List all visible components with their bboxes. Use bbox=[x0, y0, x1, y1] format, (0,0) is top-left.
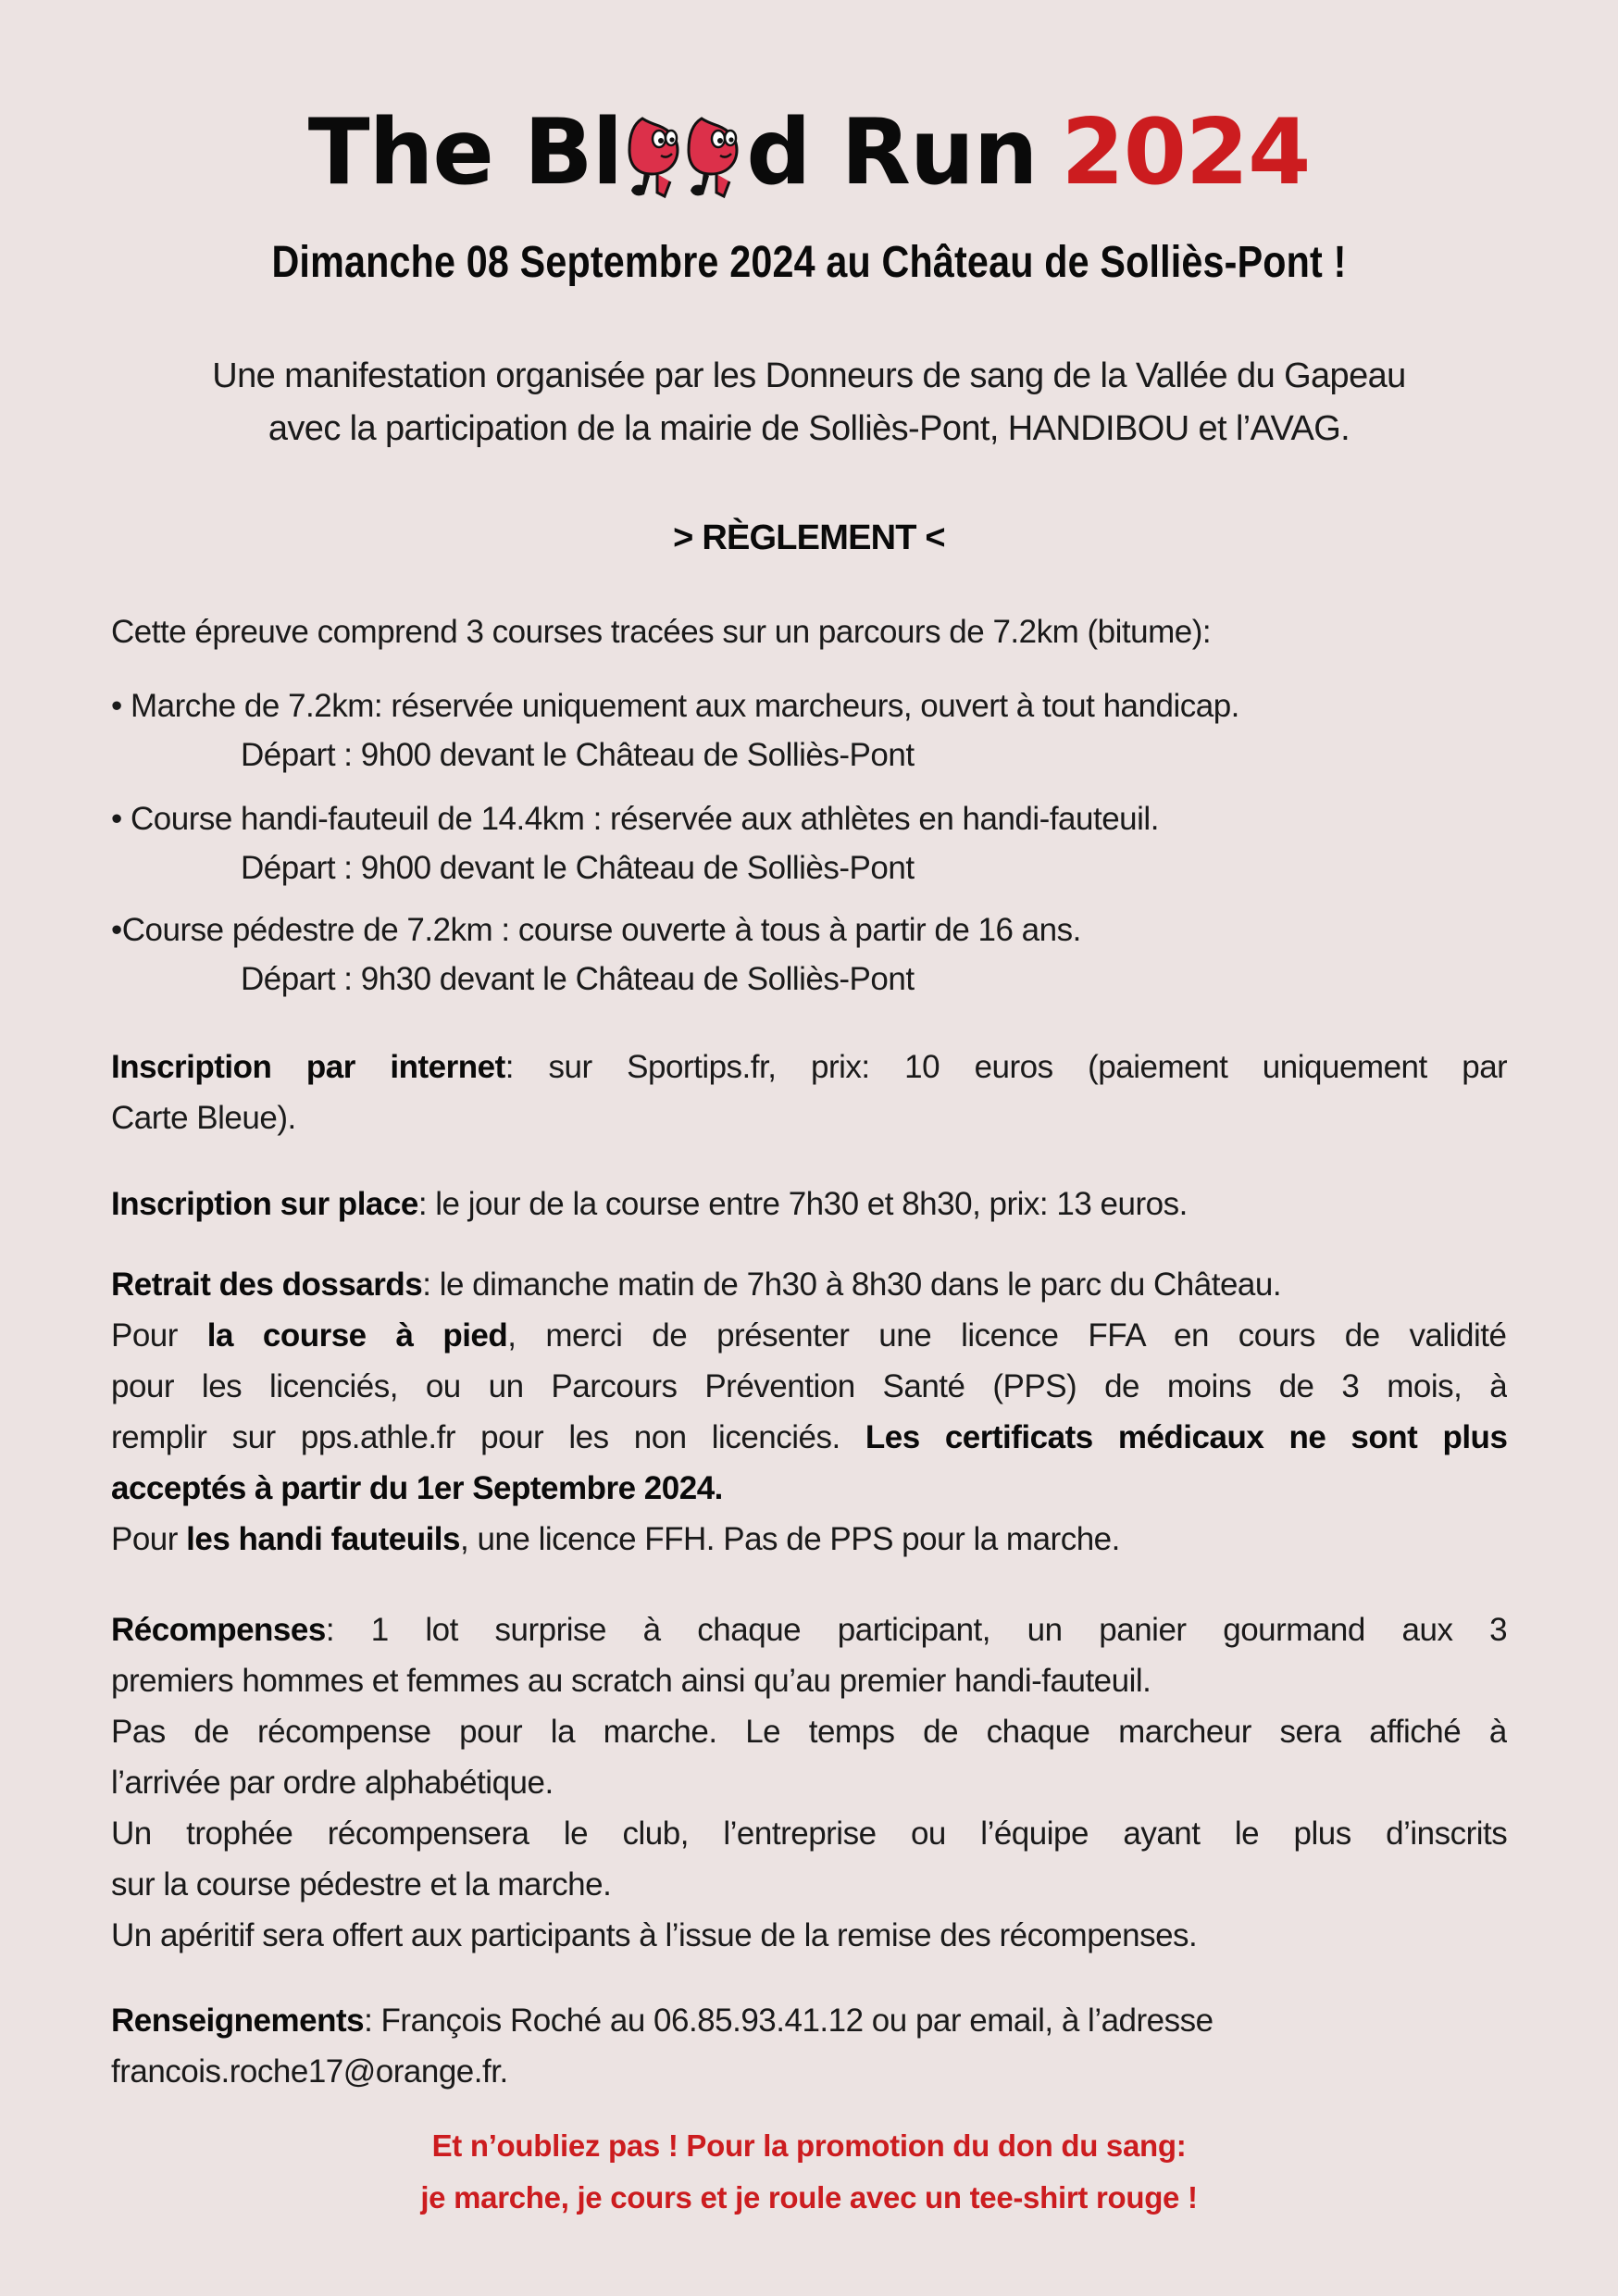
intro-line-1: Une manifestation organisée par les Donneurs de sang de la Vallée du Gapeau bbox=[212, 356, 1406, 395]
retrait-text: , merci de présenter une licence FFA en cours de validité bbox=[507, 1317, 1507, 1354]
footer-line-1: Et n’oubliez pas ! Pour la promotion du don du sang: bbox=[431, 2128, 1187, 2163]
inscription-internet-line-1 bbox=[111, 1042, 1507, 1092]
retrait-label: Retrait des dossards bbox=[111, 1267, 423, 1303]
bullet: • bbox=[111, 801, 122, 837]
retrait-text: remplir sur pps.athle.fr pour les non licenciés. bbox=[111, 1419, 865, 1455]
event-date-subtitle: Dimanche 08 Septembre 2024 au Château de Solliès-Pont ! bbox=[271, 238, 1347, 287]
recompenses-line-7: Un apéritif sera offert aux participants à l’issue de la remise des récompenses. bbox=[111, 1917, 1198, 1953]
blood-drop-mascots bbox=[626, 115, 744, 200]
renseignements-text: : François Roché au 06.85.93.41.12 ou par email, à l’adresse bbox=[364, 2003, 1214, 2039]
blood-drop-mascot-icon bbox=[626, 115, 685, 200]
race-description-text: Course pédestre de 7.2km : course ouverte à tous à partir de 16 ans. bbox=[121, 912, 1081, 948]
inscription-place-line bbox=[111, 1179, 1507, 1229]
renseignements-label: Renseignements bbox=[111, 2003, 365, 2039]
contact-email: francois.roche17@orange.fr. bbox=[111, 2053, 508, 2090]
retrait-text: Pour bbox=[111, 1521, 187, 1557]
recompenses-text: : 1 lot surprise à chaque participant, un panier gourmand aux 3 bbox=[325, 1612, 1507, 1648]
retrait-bold-course-a-pied: la course à pied bbox=[206, 1317, 508, 1354]
inscription-place-text: : le jour de la course entre 7h30 et 8h30, prix: 13 euros. bbox=[417, 1186, 1188, 1222]
reglement-lead-text: Cette épreuve comprend 3 courses tracées sur un parcours de 7.2km (bitume): bbox=[111, 614, 1212, 650]
intro-paragraph bbox=[0, 350, 1618, 455]
inscription-place-label: Inscription sur place bbox=[111, 1186, 418, 1222]
recompenses-line-2: premiers hommes et femmes au scratch ainsi qu’au premier handi-fauteuil. bbox=[111, 1663, 1151, 1699]
inscription-internet-text: : sur Sportips.fr, prix: 10 euros (paiement uniquement par bbox=[504, 1049, 1507, 1085]
race-description bbox=[111, 793, 1507, 844]
retrait-text: : le dimanche matin de 7h30 à 8h30 dans le parc du Château. bbox=[422, 1267, 1282, 1303]
recompenses-line-1 bbox=[111, 1604, 1507, 1655]
recompenses-line-4: l’arrivée par ordre alphabétique. bbox=[111, 1765, 554, 1801]
race-description-text: Marche de 7.2km: réservée uniquement aux marcheurs, ouvert à tout handicap. bbox=[121, 688, 1239, 724]
inscription-internet-line-2: Carte Bleue). bbox=[111, 1100, 296, 1136]
recompenses-label: Récompenses bbox=[111, 1612, 326, 1648]
bullet: • bbox=[111, 912, 122, 948]
retrait-line-4 bbox=[111, 1412, 1507, 1463]
title-year: 2024 bbox=[1061, 100, 1311, 206]
footer-line-2: je marche, je cours et je roule avec un tee-shirt rouge ! bbox=[420, 2180, 1198, 2215]
race-item-pedestre bbox=[111, 905, 1507, 1004]
bullet: • bbox=[111, 688, 122, 724]
retrait-line-3: pour les licenciés, ou un Parcours Prévention Santé (PPS) de moins de 3 mois, à bbox=[111, 1368, 1507, 1404]
retrait-bold-handi: les handi fauteuils bbox=[186, 1521, 461, 1557]
blood-drop-mascot-icon bbox=[685, 115, 744, 200]
retrait-line-2 bbox=[111, 1310, 1507, 1361]
renseignements bbox=[111, 1995, 1507, 2097]
inscription-internet-label: Inscription par internet bbox=[111, 1049, 505, 1085]
recompenses-line-6: sur la course pédestre et la marche. bbox=[111, 1866, 612, 1903]
footer-call-to-action bbox=[0, 2120, 1618, 2224]
race-description-text: Course handi-fauteuil de 14.4km : réservée aux athlètes en handi-fauteuil. bbox=[121, 801, 1159, 837]
recompenses-line-3: Pas de récompense pour la marche. Le temps de chaque marcheur sera affiché à bbox=[111, 1714, 1507, 1750]
race-description bbox=[111, 905, 1507, 955]
retrait-text: , une licence FFH. Pas de PPS pour la marche. bbox=[460, 1521, 1120, 1557]
reglement-heading: > RÈGLEMENT < bbox=[673, 518, 945, 557]
race-description bbox=[111, 680, 1507, 731]
retrait-line-1 bbox=[111, 1259, 1507, 1310]
retrait-text: Pour bbox=[111, 1317, 207, 1354]
renseignements-line-1 bbox=[111, 1995, 1507, 2046]
race-item-marche bbox=[111, 680, 1507, 780]
page-title bbox=[0, 93, 1618, 204]
intro-line-2: avec la participation de la mairie de Solliès-Pont, HANDIBOU et l’AVAG. bbox=[268, 409, 1350, 448]
retrait-bold-certificats: Les certificats médicaux ne sont plus bbox=[865, 1419, 1507, 1455]
retrait-dossards bbox=[111, 1259, 1507, 1565]
inscription-internet bbox=[111, 1042, 1507, 1143]
retrait-line-6 bbox=[111, 1514, 1507, 1565]
reglement-lead bbox=[111, 606, 1507, 657]
retrait-line-5: acceptés à partir du 1er Septembre 2024. bbox=[111, 1470, 723, 1506]
race-item-handi-fauteuil bbox=[111, 793, 1507, 893]
title-text-before: The Bl bbox=[307, 100, 623, 206]
race-departure: Départ : 9h30 devant le Château de Solliès-Pont bbox=[241, 961, 915, 997]
title-text-after: d Run bbox=[746, 100, 1038, 206]
race-departure: Départ : 9h00 devant le Château de Solliès-Pont bbox=[241, 850, 915, 886]
recompenses-line-5: Un trophée récompensera le club, l’entreprise ou l’équipe ayant le plus d’inscrits bbox=[111, 1816, 1507, 1852]
recompenses bbox=[111, 1604, 1507, 1961]
race-departure: Départ : 9h00 devant le Château de Solliès-Pont bbox=[241, 737, 915, 773]
inscription-sur-place bbox=[111, 1179, 1507, 1229]
